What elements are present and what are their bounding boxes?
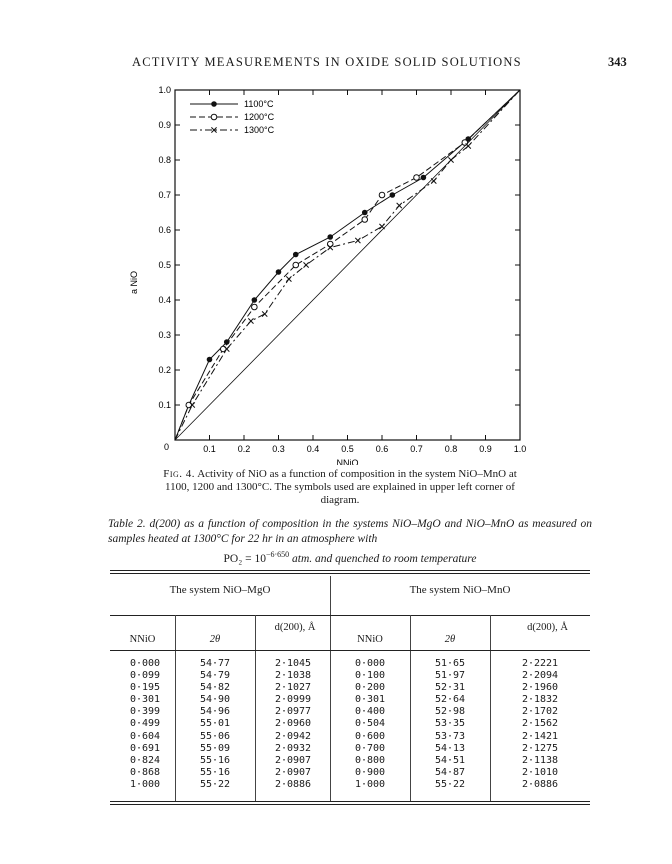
y-tick-label: 0.9	[158, 120, 171, 130]
mno-d-row-8: 2·1138	[521, 754, 559, 766]
data-point	[390, 192, 396, 198]
table-group-mgo: The system NiO–MgO	[169, 584, 271, 596]
page-number: 343	[608, 55, 627, 69]
running-header	[0, 55, 672, 75]
header-d-mno: d(200), Å	[527, 622, 568, 633]
mno-d-row-2: 2·1960	[521, 682, 559, 694]
mno-2theta-row-8: 54·51	[434, 754, 466, 766]
data-point	[448, 157, 453, 162]
mgo-d-row-6: 2·0942	[274, 730, 312, 742]
data-point	[293, 262, 299, 268]
table-caption-tail: atm. and quenched to room temperature	[289, 552, 477, 565]
header-d-mgo: d(200), Å	[274, 622, 316, 633]
mgo-n-row-4: 0·399	[129, 706, 161, 718]
mgo-2theta-column	[180, 658, 250, 791]
mno-2theta-row-2: 52·31	[434, 682, 466, 694]
x-tick-label: 0.6	[375, 444, 389, 454]
table-caption	[108, 517, 592, 567]
data-point	[262, 311, 267, 316]
data-point	[466, 143, 471, 148]
mgo-d-column	[258, 658, 328, 791]
mgo-n-row-0: 0·000	[129, 658, 161, 669]
mgo-2theta-row-0: 54·77	[199, 658, 231, 669]
y-axis-label: a NiO	[129, 270, 139, 295]
mgo-2theta-row-7: 55·09	[199, 742, 231, 754]
mno-2theta-row-10: 55·22	[434, 778, 466, 790]
data-point	[252, 297, 258, 303]
mgo-d-row-3: 2·0999	[274, 694, 312, 706]
table-group-mno: The system NiO–MnO	[409, 584, 511, 596]
data-point	[207, 357, 213, 363]
mno-n-row-2: 0·200	[354, 682, 386, 694]
mno-n-row-10: 1·000	[354, 778, 386, 790]
table-caption-head: Table 2. d(200) as a function of composition in the systems NiO–MgO and NiO–MnO as measured on samples heated at 1300°C for 22 hr in an atmosphere with	[108, 518, 592, 545]
data-point	[379, 224, 384, 229]
mno-d-row-9: 2·1010	[521, 766, 559, 778]
mno-d-row-0: 2·2221	[521, 658, 559, 669]
mgo-d-row-0: 2·1045	[274, 658, 312, 669]
mgo-2theta-row-2: 54·82	[199, 682, 231, 694]
data-point	[286, 276, 291, 281]
data-table	[110, 570, 590, 808]
table-caption-exponent: −6·650	[265, 550, 290, 559]
mgo-2theta-row-10: 55·22	[199, 778, 231, 790]
data-point	[293, 252, 299, 258]
mno-n-row-6: 0·600	[354, 730, 386, 742]
mno-2theta-column	[415, 658, 485, 791]
mgo-n-row-1: 0·099	[129, 670, 161, 682]
data-point	[379, 192, 385, 198]
mgo-d-row-1: 2·1038	[274, 670, 312, 682]
mgo-n-row-8: 0·824	[129, 754, 161, 766]
y-tick-label: 0.6	[158, 225, 171, 235]
legend-marker-1	[211, 114, 217, 120]
mno-2theta-row-9: 54·87	[434, 766, 466, 778]
y-tick-label: 0.1	[158, 400, 171, 410]
mno-2theta-row-7: 54·13	[434, 742, 466, 754]
figure-caption	[150, 468, 530, 507]
mno-n-row-3: 0·301	[354, 694, 386, 706]
mgo-2theta-row-3: 54·90	[199, 694, 231, 706]
header-2theta-mgo: 2θ	[209, 634, 221, 645]
mgo-d-row-8: 2·0907	[274, 754, 312, 766]
data-point	[414, 175, 420, 181]
legend-label-0: 1100°C	[244, 99, 274, 109]
mno-n-row-7: 0·700	[354, 742, 386, 754]
chart-ticks	[158, 85, 526, 454]
x-tick-label: 0.2	[237, 444, 251, 454]
y-tick-label: 0.8	[158, 155, 171, 165]
activity-chart	[110, 80, 550, 465]
data-point	[362, 210, 368, 216]
data-point	[431, 178, 436, 183]
y-tick-label: 1.0	[158, 85, 171, 95]
x-tick-label: 0.4	[306, 444, 320, 454]
legend-label-1: 1200°C	[244, 112, 275, 122]
data-point	[252, 304, 258, 310]
data-point	[355, 238, 360, 243]
running-title: ACTIVITY MEASUREMENTS IN OXIDE SOLID SOLUTIONS	[132, 55, 522, 69]
y-tick-label: 0.4	[158, 295, 171, 305]
mno-d-row-7: 2·1275	[521, 742, 559, 754]
mgo-d-row-4: 2·0977	[274, 706, 312, 718]
mno-n-row-9: 0·900	[354, 766, 386, 778]
data-point	[327, 234, 333, 240]
mno-n-row-4: 0·400	[354, 706, 386, 718]
data-point	[421, 175, 427, 181]
mgo-2theta-row-9: 55·16	[199, 766, 231, 778]
figure-caption-text: Activity of NiO as a function of composition in the system NiO–MnO at 1100, 1200 and 1300°C. The symbols used are explained in upper left corner of diagram.	[165, 468, 517, 506]
mno-n-row-1: 0·100	[354, 670, 386, 682]
mgo-d-row-9: 2·0907	[274, 766, 312, 778]
y-tick-label: 0.2	[158, 365, 171, 375]
mno-2theta-row-5: 53·35	[434, 718, 466, 730]
mgo-n-row-2: 0·195	[129, 682, 161, 694]
data-point	[362, 217, 368, 223]
mno-n-column	[335, 658, 405, 791]
mno-d-row-6: 2·1421	[521, 730, 559, 742]
mno-2theta-row-4: 52·98	[434, 706, 466, 718]
x-axis-label: NNiO	[336, 458, 359, 465]
chart-legend	[190, 99, 275, 135]
data-point	[276, 269, 282, 275]
mgo-d-row-5: 2·0960	[274, 718, 312, 730]
data-point	[304, 262, 309, 267]
x-tick-label: 1.0	[513, 444, 527, 454]
mno-2theta-row-0: 51·65	[434, 658, 466, 669]
mno-d-column	[505, 658, 575, 791]
header-2theta-mno: 2θ	[444, 634, 456, 645]
x-tick-label: 0.7	[410, 444, 423, 454]
mno-n-row-5: 0·504	[354, 718, 386, 730]
x-tick-label: 0.1	[203, 444, 216, 454]
table-caption-formula: PO₂ = 10	[223, 552, 266, 565]
header-n-mno: NNiO	[357, 634, 383, 645]
origin-label: 0	[163, 442, 169, 452]
mno-2theta-row-1: 51·97	[434, 670, 466, 682]
mgo-d-row-10: 2·0886	[274, 778, 312, 790]
x-tick-label: 0.3	[272, 444, 285, 454]
data-point	[248, 318, 253, 323]
chart-axes	[175, 90, 520, 440]
mgo-n-row-7: 0·691	[129, 742, 161, 754]
mno-n-row-8: 0·800	[354, 754, 386, 766]
mno-n-row-0: 0·000	[354, 658, 386, 669]
mgo-n-row-10: 1·000	[129, 778, 161, 790]
y-tick-label: 0.7	[158, 190, 171, 200]
y-tick-label: 0.3	[158, 330, 171, 340]
mno-2theta-row-6: 53·73	[434, 730, 466, 742]
mgo-n-column	[110, 658, 180, 791]
ideal-line	[175, 90, 520, 440]
mno-d-row-5: 2·1562	[521, 718, 559, 730]
mgo-n-row-5: 0·499	[129, 718, 161, 730]
mgo-2theta-row-8: 55·16	[199, 754, 231, 766]
mgo-n-row-6: 0·604	[129, 730, 161, 742]
x-tick-label: 0.8	[444, 444, 458, 454]
mno-d-row-4: 2·1702	[521, 706, 559, 718]
mgo-n-row-3: 0·301	[129, 694, 161, 706]
mgo-2theta-row-1: 54·79	[199, 670, 231, 682]
mgo-d-row-7: 2·0932	[274, 742, 312, 754]
mgo-2theta-row-6: 55·06	[199, 730, 231, 742]
mno-d-row-10: 2·0886	[521, 778, 559, 790]
figure-caption-label: Fig. 4.	[163, 468, 196, 480]
mgo-n-row-9: 0·868	[129, 766, 161, 778]
data-point	[397, 203, 402, 208]
mno-d-row-3: 2·1832	[521, 694, 559, 706]
mgo-2theta-row-4: 54·96	[199, 706, 231, 718]
mgo-2theta-row-5: 55·01	[199, 718, 231, 730]
mno-d-row-1: 2·2094	[521, 670, 559, 682]
x-tick-label: 0.9	[479, 444, 492, 454]
legend-marker-0	[211, 101, 217, 107]
mno-2theta-row-3: 52·64	[434, 694, 466, 706]
y-tick-label: 0.5	[158, 260, 171, 270]
legend-label-2: 1300°C	[244, 125, 275, 135]
mgo-d-row-2: 2·1027	[274, 682, 312, 694]
header-n-mgo: NNiO	[129, 634, 156, 645]
x-tick-label: 0.5	[341, 444, 354, 454]
